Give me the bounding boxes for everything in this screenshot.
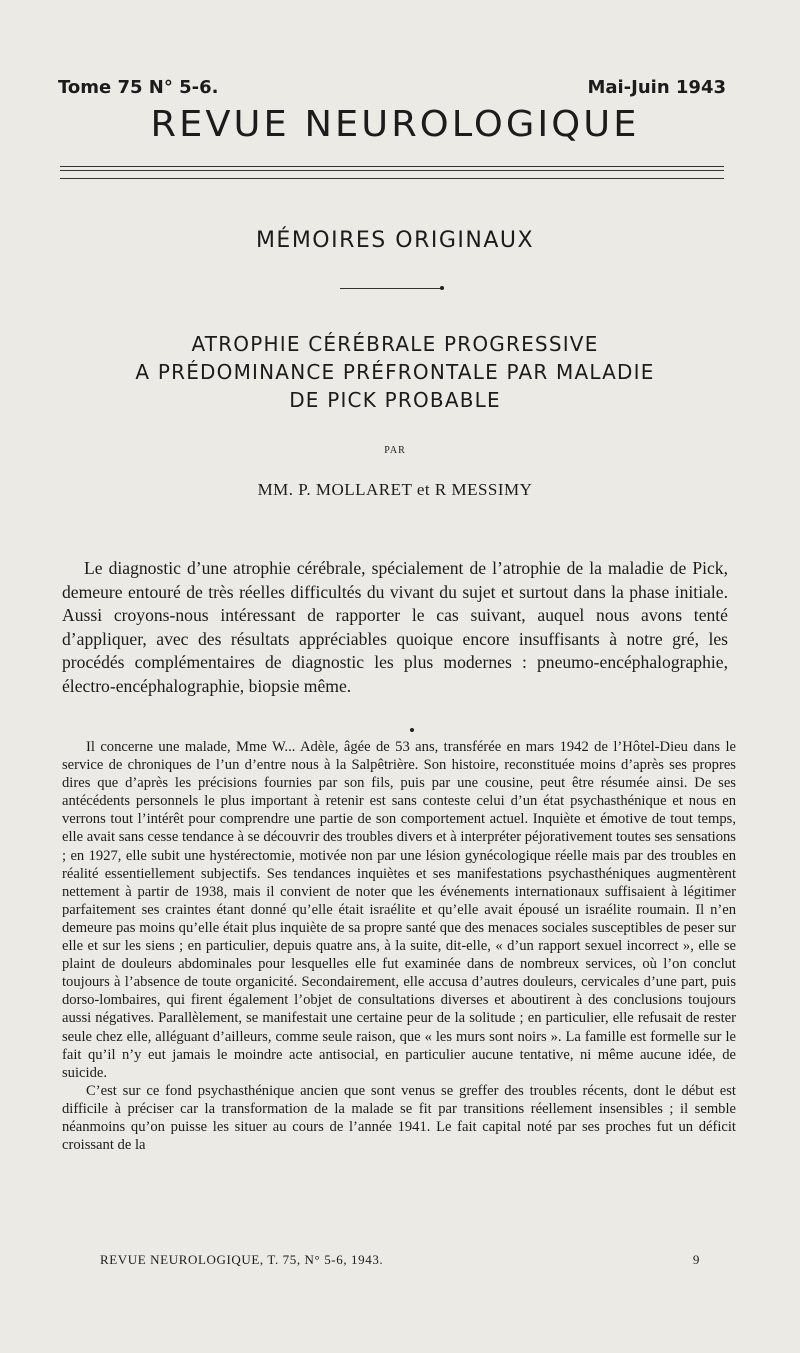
- title-line-3: DE PICK PROBABLE: [289, 388, 501, 412]
- header-rule-middle: [60, 170, 724, 171]
- page-number: 9: [692, 1252, 700, 1267]
- byline-par: PAR: [384, 445, 406, 456]
- section-title: MÉMOIRES ORIGINAUX: [255, 228, 535, 253]
- paragraph-bullet: [410, 728, 414, 732]
- volume-number: Tome 75 N° 5-6.: [58, 76, 219, 98]
- authors: MM. P. MOLLARET et R MESSIMY: [257, 480, 533, 499]
- body-paragraph-1: Il concerne une malade, Mme W... Adèle, âgée de 53 ans, transférée en mars 1942 de l’Hôtel-Dieu dans le service de chroniques de l’un d’entre nous à la Salpêtrière. Son histoire, reconstituée moins d’après ses propres dires que d’après les précisions fournies par son fils, puis par une cousine, peut être résumée ainsi. De ses antécédents personnels le plus important à retenir est sans conteste celui d’un état psychasthénique et nous en verrons tout l’intérêt pour comprendre une partie de son comportement actuel. Inquiète et émotive de tout temps, elle avait sans cesse tendance à se découvrir des troubles divers et à interpréter péjorativement toutes ses sensations ; en 1927, elle subit une hystérectomie, motivée non par une lésion gynécologique réelle mais par des troubles en réalité essentiellement subjectifs. Ses tendances inquiètes et ses manifestations psychasthéniques augmentèrent nettement à partir de 1938, mais il convient de noter que les événements internationaux suffisaient à légitimer parfaitement ses craintes étant donné qu’elle était israélite et qu’elle avait épousé un israélite roumain. Il n’en demeure pas moins qu’elle était plus inquiète de sa propre santé que des menaces sociales susceptibles de peser sur elle et sur les siens ; en particulier, depuis quatre ans, à la suite, dit-elle, « d’un rapport sexuel incorrect », elle se plaint de douleurs abdominales pour lesquelles elle fut examinée dans de nombreux services, où l’on conclut toujours à l’absence de toute organicité. Secondairement, elle accusa d’autres douleurs, cervicales d’une part, puis dorso-lombaires, qui firent également l’objet de consultations diverses et aboutirent à des conclusions toujours aussi négatives. Parallèlement, se manifestait une certaine peur de la solitude ; en particulier, elle refusait de rester seule chez elle, alléguant d’ailleurs, comme seule raison, que « les murs sont noirs ». La famille est formelle sur le fait qu’il n’y eut jamais le moindre acte antisocial, en particulier aucune tentative, ni même aucune idée, de suicide.: [62, 739, 736, 1081]
- intro-paragraph: Le diagnostic d’une atrophie cérébrale, spécialement de l’atrophie de la maladie de Pick, demeure entouré de très réelles difficultés du vivant du sujet et surtout dans la phase initiale. Aussi croyons-nous intéressant de rapporter le cas suivant, auquel nous avons tenté d’appliquer, avec des résultats appréciables quoique encore insuffisants à notre gré, les procédés complémentaires de diagnostic les plus modernes : pneumo-encéphalographie, électro-encéphalographie, biopsie même.: [62, 558, 728, 696]
- title-line-2: A PRÉDOMINANCE PRÉFRONTALE PAR MALADIE: [135, 360, 655, 384]
- section-divider: [340, 288, 444, 289]
- header-rule-bottom: [60, 178, 724, 179]
- journal-title: REVUE NEUROLOGIQUE: [150, 104, 640, 145]
- divider-dot: [440, 286, 444, 290]
- issue-date: Mai-Juin 1943: [587, 76, 726, 98]
- article-title: [30, 330, 760, 414]
- body-text: [62, 738, 736, 1154]
- page-footer: [100, 1248, 700, 1272]
- body-paragraph-2: C’est sur ce fond psychasthénique ancien que sont venus se greffer des troubles récents, dont le début est difficile à préciser car la transformation de la malade se fit par transitions réellement insensibles ; il semble néanmoins qu’on puisse les situer au cours de l’année 1941. Le fait capital noté par ses proches fut un déficit croissant de la: [62, 1082, 736, 1154]
- footer-reference: REVUE NEUROLOGIQUE, T. 75, N° 5-6, 1943.: [100, 1252, 384, 1267]
- title-line-1: ATROPHIE CÉRÉBRALE PROGRESSIVE: [191, 332, 599, 356]
- running-header: [58, 72, 726, 102]
- header-rule-top: [60, 166, 724, 167]
